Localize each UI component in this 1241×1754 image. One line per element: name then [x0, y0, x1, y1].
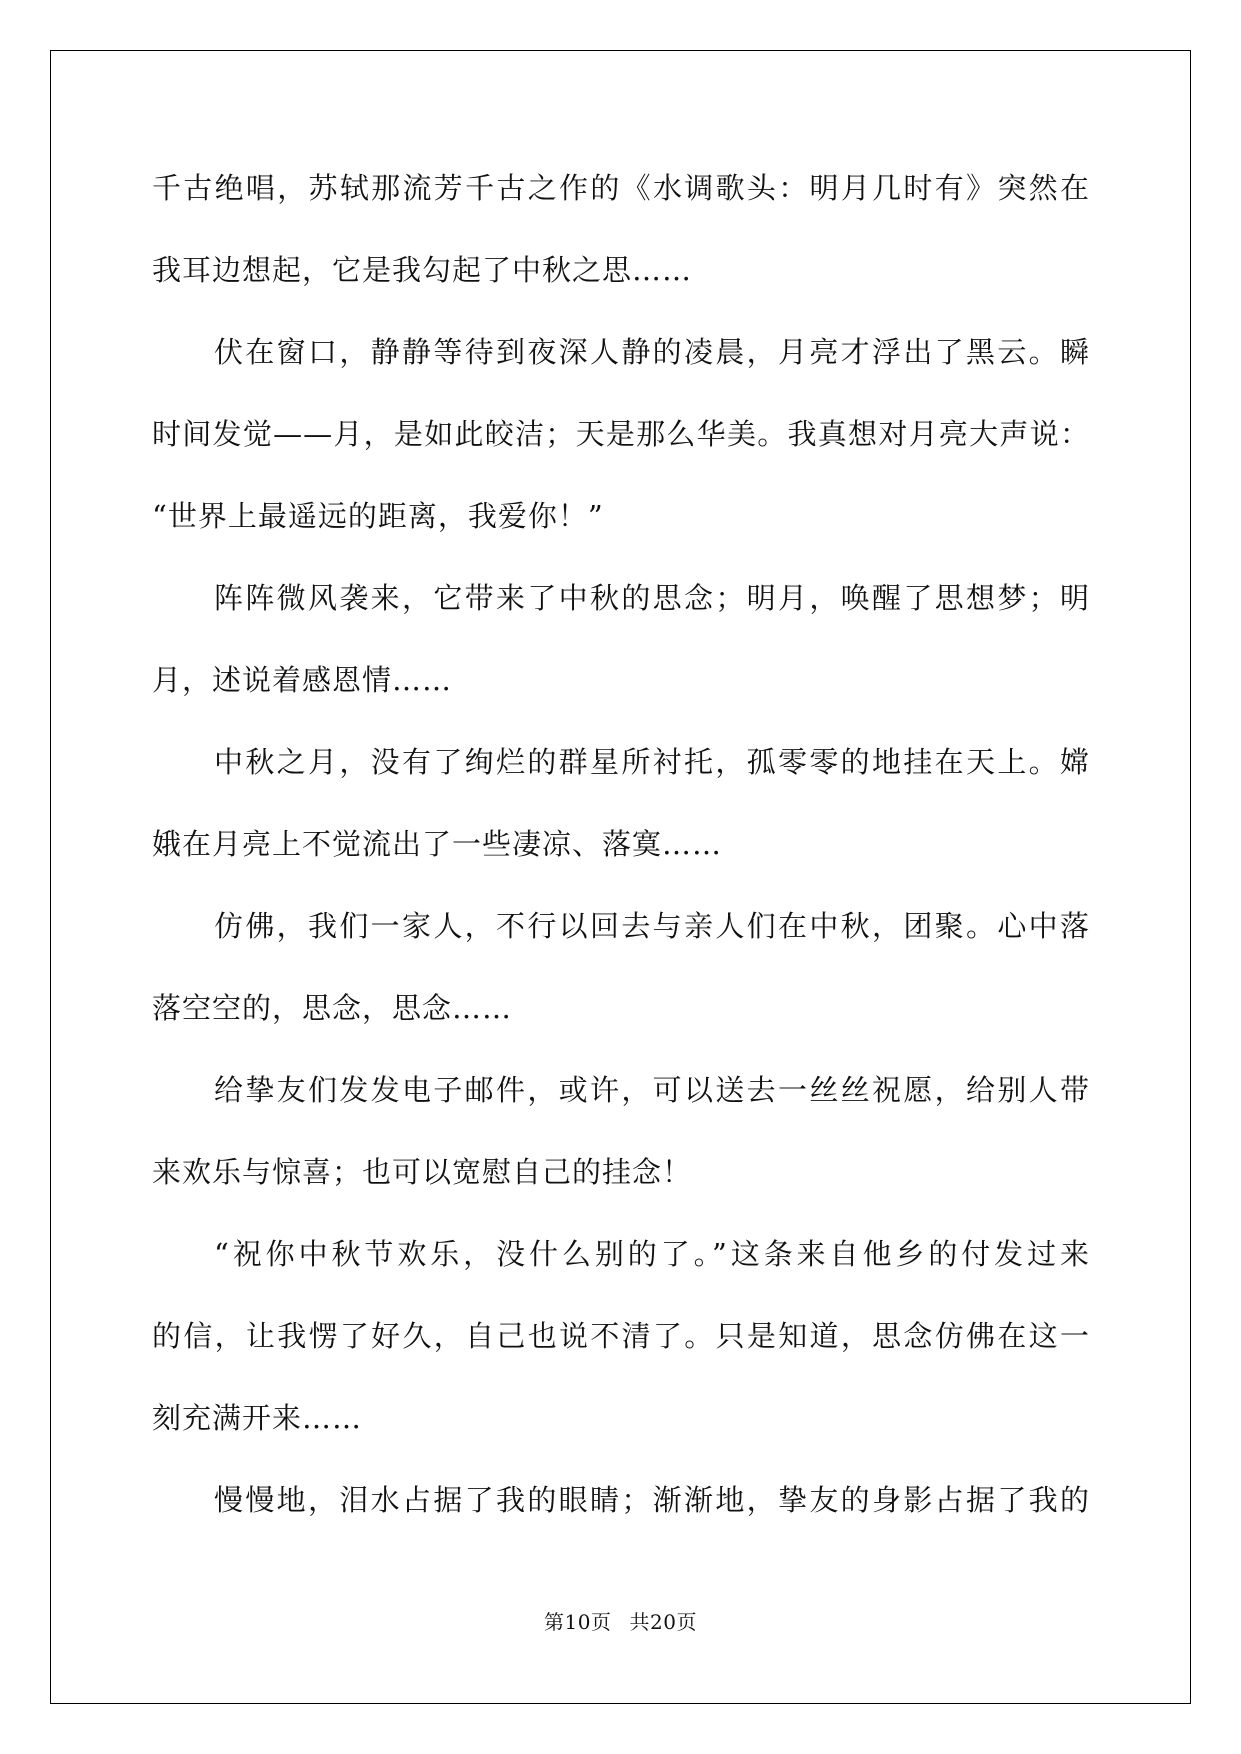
text-line: 千古绝唱，苏轼那流芳千古之作的《水调歌头：明月几时有》突然在	[152, 171, 1090, 205]
page-number-current: 第10页	[544, 1610, 612, 1634]
paragraph-first-line: “祝你中秋节欢乐，没什么别的了。”这条来自他乡的付发过来	[214, 1237, 1090, 1271]
paragraph-first-line: 伏在窗口，静静等待到夜深人静的凌晨，月亮才浮出了黑云。瞬	[214, 335, 1090, 369]
text-line: 我耳边想起，它是我勾起了中秋之思……	[152, 253, 693, 287]
text-line: 娥在月亮上不觉流出了一些凄凉、落寞……	[152, 827, 723, 861]
text-line: “世界上最遥远的距离，我爱你！”	[152, 499, 604, 533]
paragraph-first-line: 慢慢地，泪水占据了我的眼睛；渐渐地，挚友的身影占据了我的	[214, 1483, 1090, 1517]
text-line: 来欢乐与惊喜；也可以宽慰自己的挂念！	[152, 1155, 693, 1189]
page-number-total: 共20页	[629, 1610, 697, 1634]
text-line: 的信，让我愣了好久，自己也说不清了。只是知道，思念仿佛在这一	[152, 1319, 1090, 1353]
paragraph-first-line: 阵阵微风袭来，它带来了中秋的思念；明月，唤醒了思想梦；明	[214, 581, 1090, 615]
text-line: 时间发觉——月，是如此皎洁；天是那么华美。我真想对月亮大声说：	[152, 417, 1090, 451]
page-footer	[0, 1606, 1241, 1635]
text-line: 月，述说着感恩情……	[152, 663, 453, 697]
document-body	[152, 156, 1090, 1550]
text-line: 刻充满开来……	[152, 1401, 363, 1435]
paragraph-first-line: 中秋之月，没有了绚烂的群星所衬托，孤零零的地挂在天上。嫦	[214, 745, 1090, 779]
text-line: 落空空的，思念，思念……	[152, 991, 513, 1025]
paragraph-first-line: 仿佛，我们一家人，不行以回去与亲人们在中秋，团聚。心中落	[214, 909, 1090, 943]
paragraph-first-line: 给挚友们发发电子邮件，或许，可以送去一丝丝祝愿，给别人带	[214, 1073, 1090, 1107]
